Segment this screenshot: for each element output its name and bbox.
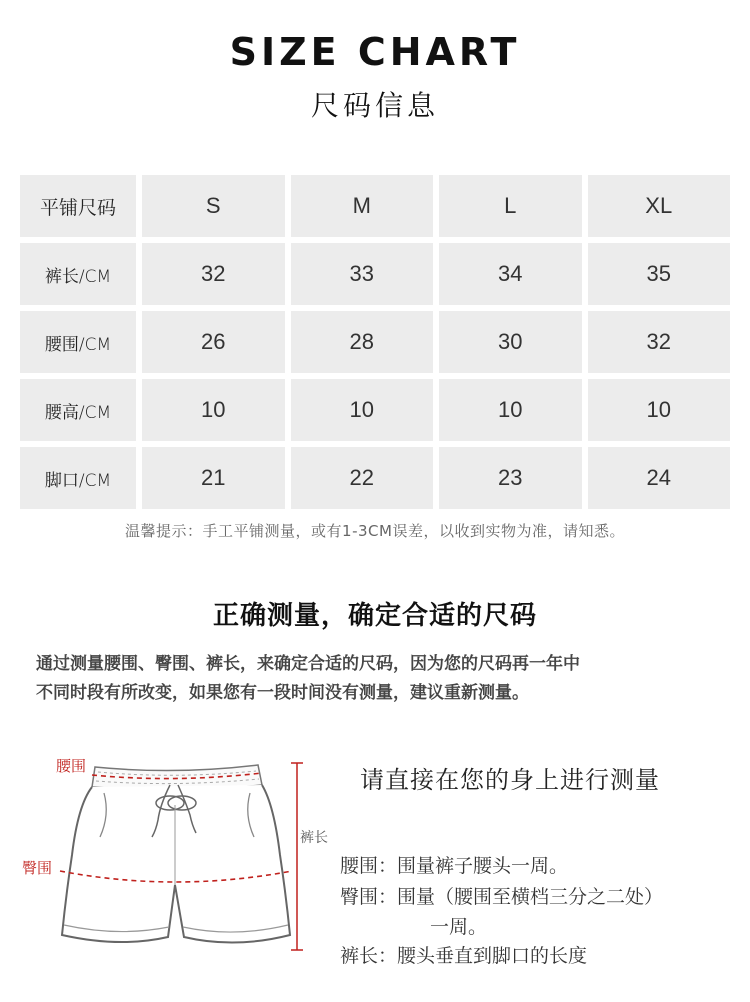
title-chinese: 尺码信息 [310, 89, 439, 122]
length-label: 裤长 [300, 830, 328, 846]
table-header-row [20, 175, 730, 237]
table-cell: 23 [439, 447, 582, 509]
section-description [36, 650, 726, 708]
table-row [20, 379, 730, 441]
row-label: 腰高/CM [20, 379, 136, 441]
table-row [20, 243, 730, 305]
table-cell: 34 [439, 243, 582, 305]
table-cell: 35 [588, 243, 731, 305]
table-cell: 30 [439, 311, 582, 373]
table-cell: 10 [142, 379, 285, 441]
table-cell: 28 [291, 311, 434, 373]
row-label: 脚口/CM [20, 447, 136, 509]
description-line: 不同时段有所改变，如果您有一段时间没有测量，建议重新测量。 [36, 683, 529, 703]
row-label: 裤长/CM [20, 243, 136, 305]
measure-length: 裤长：腰头垂直到脚口的长度 [340, 945, 588, 967]
tip-note: 温馨提示：手工平铺测量，或有1-3CM误差，以收到实物为准，请知悉。 [125, 522, 625, 540]
table-cell: 10 [291, 379, 434, 441]
table-header-cell: S [142, 175, 285, 237]
table-row [20, 447, 730, 509]
table-header-cell: L [439, 175, 582, 237]
table-cell: 32 [588, 311, 731, 373]
measure-hip-continued: 一周。 [430, 916, 488, 938]
row-label: 腰围/CM [20, 311, 136, 373]
measure-waist: 腰围：围量裤子腰头一周。 [340, 855, 569, 877]
hip-label: 臀围 [22, 859, 53, 877]
table-cell: 21 [142, 447, 285, 509]
section-title: 正确测量，确定合适的尺码 [212, 601, 537, 631]
table-row [20, 311, 730, 373]
measure-title: 请直接在您的身上进行测量 [360, 766, 660, 794]
waist-label: 腰围 [56, 757, 87, 775]
table-cell: 22 [291, 447, 434, 509]
table-header-cell: M [291, 175, 434, 237]
description-line: 通过测量腰围、臀围、裤长，来确定合适的尺码，因为您的尺码再一年中 [36, 654, 580, 674]
table-header-cell: XL [588, 175, 731, 237]
title-english: SIZE CHART [229, 30, 521, 74]
table-cell: 33 [291, 243, 434, 305]
table-cell: 32 [142, 243, 285, 305]
table-cell: 26 [142, 311, 285, 373]
table-cell: 24 [588, 447, 731, 509]
table-cell: 10 [439, 379, 582, 441]
table-cell: 10 [588, 379, 731, 441]
measure-hip: 臀围：围量（腰围至横档三分之二处） [340, 886, 664, 908]
table-header-cell: 平铺尺码 [20, 175, 136, 237]
size-table [14, 169, 736, 515]
shorts-diagram [0, 745, 330, 995]
